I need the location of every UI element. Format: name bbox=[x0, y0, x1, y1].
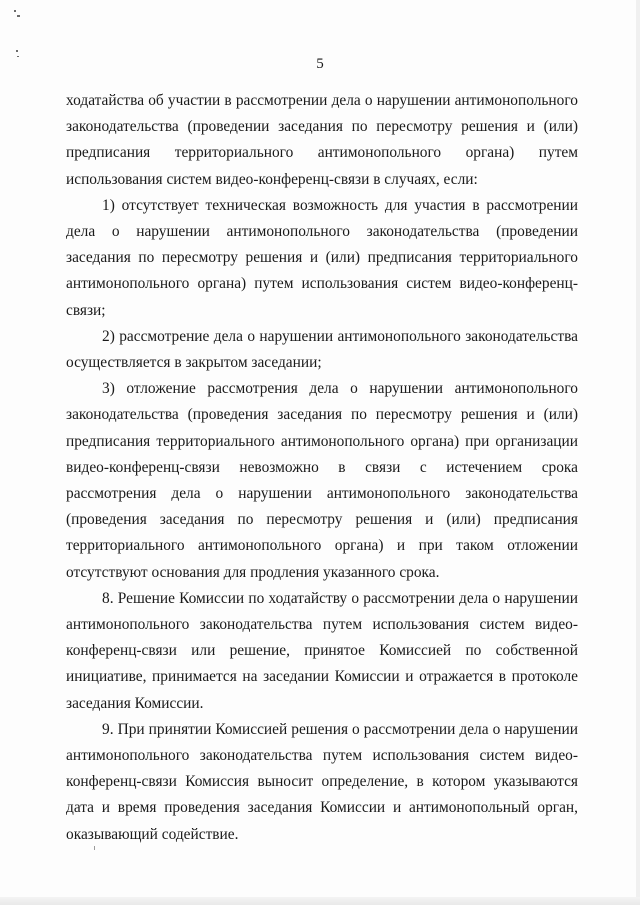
scan-bottom-edge bbox=[0, 897, 640, 905]
scan-right-edge bbox=[636, 0, 640, 905]
page-number: 5 bbox=[316, 56, 324, 72]
paragraph-continuation: ходатайства об участии в рассмотрении дела о нарушении антимонопольного законодательства (проведении заседания по пересмотру решения и (или) предписания территориального антимонопольного органа) путем использования систем видео-конференц-связи в случаях, если: bbox=[66, 92, 578, 188]
clause-9: 9. При принятии Комиссией решения о рассмотрении дела о нарушении антимонопольного законодательства путем использования систем видео-конференц-связи Комиссия выносит определение, в котором указываются дата и время проведения заседания Комиссии и антимонопольный орган, оказывающий содействие. bbox=[66, 720, 578, 843]
list-item-1: 1) отсутствует техническая возможность для участия в рассмотрении дела о нарушении антимонопольного законодательства (проведении заседания по пересмотру решения и (или) предписания территориального антимонопольного органа) путем использования систем видео-конференц-связи; bbox=[66, 196, 578, 319]
document-body bbox=[66, 88, 578, 848]
scan-speck bbox=[17, 15, 20, 17]
scan-speck bbox=[16, 50, 18, 52]
list-item-3: 3) отложение рассмотрения дела о нарушении антимонопольного законодательства (проведения заседания по пересмотру решения и (или) предписания территориального антимонопольного органа) при организации видео-конференц-связи невозможно в связи с истечением срока рассмотрения дела о нарушении антимонопольного законодательства (проведения заседания по пересмотру решения и (или) предписания территориального антимонопольного органа) и при таком отложении отсутствуют основания для продления указанного срока. bbox=[66, 380, 578, 581]
clause-8: 8. Решение Комиссии по ходатайству о рассмотрении дела о нарушении антимонопольного законодательства путем использования систем видео-конференц-связи или решение, принятое Комиссией по собственной инициативе, принимается на заседании Комиссии и отражается в протоколе заседания Комиссии. bbox=[66, 589, 578, 712]
list-item-2: 2) рассмотрение дела о нарушении антимонопольного законодательства осуществляется в закрытом заседании; bbox=[66, 327, 578, 372]
scan-speck bbox=[14, 10, 16, 12]
